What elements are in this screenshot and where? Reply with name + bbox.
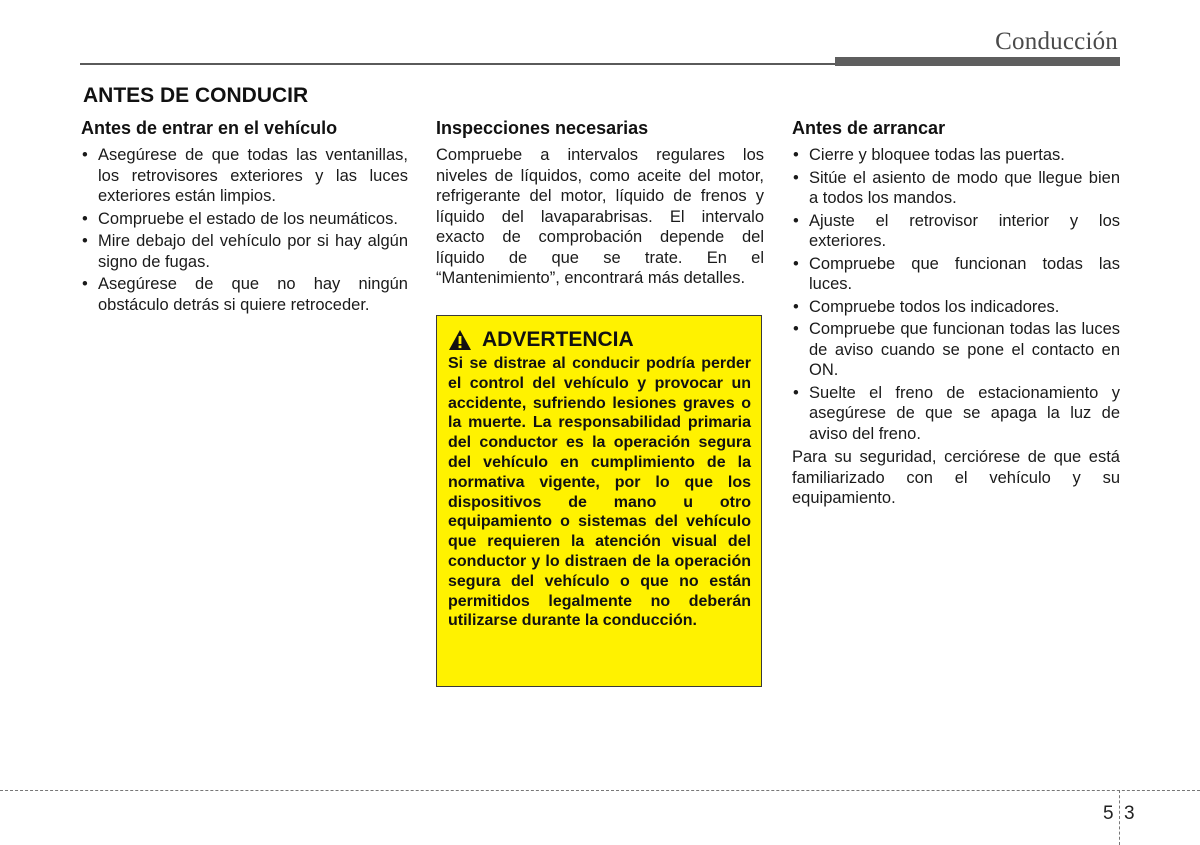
list-item: • Suelte el freno de estacionamiento y asegúrese de que se apaga la luz de aviso del freno. <box>792 383 1120 445</box>
list-item: • Cierre y bloquee todas las puertas. <box>792 145 1120 166</box>
warning-header <box>448 328 751 352</box>
list-item: • Compruebe el estado de los neumáticos. <box>81 209 408 230</box>
section-title: ANTES DE CONDUCIR <box>83 84 309 107</box>
chapter-number: 5 <box>1103 803 1114 824</box>
column-inspections <box>436 117 764 289</box>
chapter-title: Conducción <box>995 28 1118 55</box>
bullet-list <box>81 145 408 315</box>
list-item: • Asegúrese de que no hay ningún obstáculo detrás si quiere retroceder. <box>81 274 408 315</box>
bullet-list <box>792 145 1120 444</box>
header-rule <box>80 63 840 65</box>
page-number: 3 <box>1124 803 1135 824</box>
warning-text: Si se distrae al conducir podría perder el control del vehículo y provocar un accidente, sufriendo lesiones graves o la muerte. La responsabilidad primaria del conductor es la operación segura del vehículo en cumplimiento de la normativa vigente, por lo que los dispositivos de mano u otro equipamiento o sistemas del vehículo que requieren la atención visual del conductor y lo distraen de la operación segura del vehículo o que no están permitidos legalmente no deberán utilizarse durante la conducción. <box>448 355 751 630</box>
page-number-divider <box>1119 790 1120 845</box>
warning-box <box>436 315 762 687</box>
list-item: • Compruebe que funcionan todas las luces. <box>792 254 1120 295</box>
list-item: • Mire debajo del vehículo por si hay algún signo de fugas. <box>81 231 408 272</box>
warning-title: ADVERTENCIA <box>482 328 634 351</box>
column-before-starting <box>792 117 1120 509</box>
warning-triangle-icon <box>448 329 472 351</box>
paragraph: Compruebe a intervalos regulares los niveles de líquidos, como aceite del motor, refrigerante del motor, líquido de frenos y líquido del lavaparabrisas. El intervalo exacto de comprobación depende del líquido de que se trate. En el “Mantenimiento”, encontrará más detalles. <box>436 146 764 287</box>
column-heading: Inspecciones necesarias <box>436 118 649 138</box>
column-heading: Antes de arrancar <box>792 118 946 138</box>
header-rule-accent <box>835 57 1120 66</box>
safety-note: Para su seguridad, cerciórese de que está familiarizado con el vehículo y su equipamiento. <box>792 448 1120 507</box>
list-item: • Ajuste el retrovisor interior y los exteriores. <box>792 211 1120 252</box>
list-item: • Compruebe que funcionan todas las luces de aviso cuando se pone el contacto en ON. <box>792 319 1120 381</box>
column-heading: Antes de entrar en el vehículo <box>81 118 338 138</box>
list-item: • Sitúe el asiento de modo que llegue bien a todos los mandos. <box>792 168 1120 209</box>
footer-divider <box>0 790 1200 791</box>
list-item: • Compruebe todos los indicadores. <box>792 297 1120 318</box>
column-before-entering <box>81 117 408 317</box>
list-item: • Asegúrese de que todas las ventanillas, los retrovisores exteriores y las luces exteriores están limpios. <box>81 145 408 207</box>
